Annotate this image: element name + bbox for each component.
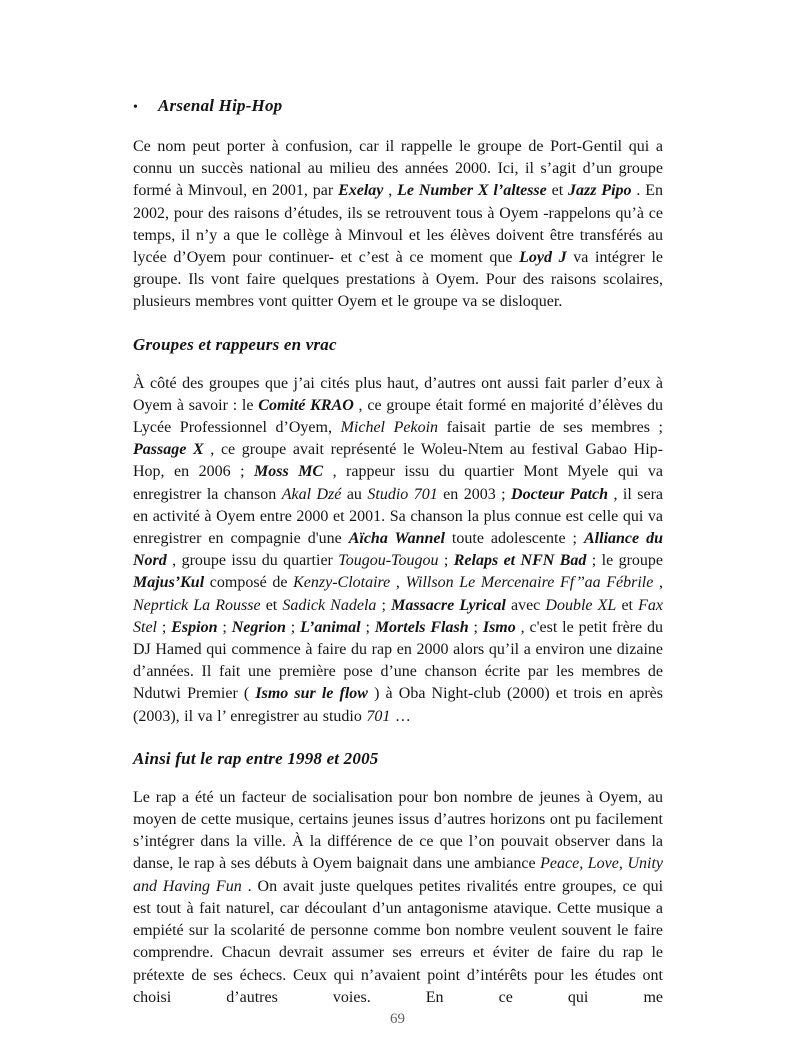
emphasis-bold-italic: Docteur Patch <box>511 485 609 503</box>
text-run: , rappeur issu du quartier Mont Myele qui va enregistrer la chanson <box>133 463 664 503</box>
page-footer <box>0 1010 795 1028</box>
emphasis-italic: Akal Dzé <box>281 485 342 503</box>
text-run: À côté des groupes que j’ai cités plus haut, d’autres ont aussi fait parler d’eux à Oyem à savoir : le <box>133 374 663 414</box>
emphasis-italic: Neprtick La Rousse <box>133 596 261 614</box>
emphasis-bold-italic: Ismo sur le flow <box>255 685 368 703</box>
text-run: , c'est le petit frère du DJ Hamed qui commence à faire du rap en 2000 alors qu’il a environ une dizaine d’années. Il fait une première pose d’une chanson écrite par les membres de Ndutwi Premier ( <box>133 618 663 703</box>
text-run: ; <box>468 618 483 636</box>
text-run: et <box>260 596 283 614</box>
emphasis-bold-italic: Jazz Pipo <box>568 182 632 200</box>
text-run: ; <box>376 596 392 614</box>
emphasis-bold-italic: Loyd J <box>519 249 567 267</box>
emphasis-bold-italic: Moss MC <box>254 463 324 481</box>
text-run: , groupe issu du quartier <box>166 552 339 570</box>
text-run: et <box>616 596 639 614</box>
text-run: . En 2002, pour des raisons d’études, ils se retrouvent tous à Oyem -rappelons qu’à ce temps, il n’y a que le collège à Minvoul et les élèves doivent être transférés au lycée d’Oyem pour continuer- et c’est à ce moment que <box>133 182 664 267</box>
emphasis-italic: Michel Pekoin <box>340 419 439 437</box>
arsenal-hip-hop-heading-text <box>158 95 282 117</box>
emphasis-italic: Studio 701 <box>367 485 438 503</box>
emphasis-bold-italic: Mortels Flash <box>374 618 469 636</box>
emphasis-bold-italic: Alliance du Nord <box>133 530 664 570</box>
page-content <box>133 95 663 1029</box>
emphasis-bold-italic: Groupes et rappeurs en vrac <box>133 334 337 354</box>
text-run: , ce groupe était formé en majorité d’élèves du Lycée Professionnel d’Oyem, <box>133 396 664 437</box>
emphasis-italic: Double XL <box>545 596 617 614</box>
text-run: ; <box>360 618 375 636</box>
ainsi-fut-le-rap-heading <box>133 748 663 770</box>
text-run: ; <box>217 618 232 636</box>
emphasis-bold-italic: Majus’Kul <box>133 574 205 592</box>
text-run: , <box>390 574 406 592</box>
text-run: ) à Oba Night-club (2000) et trois en après (2003), il va l’ enregistrer au studio <box>133 685 664 725</box>
emphasis-bold-italic: Espion <box>171 618 218 636</box>
arsenal-paragraph <box>133 136 663 314</box>
emphasis-italic: Willson Le Mercenaire Ff’’aa Fébrile <box>405 574 654 592</box>
emphasis-bold-italic: Passage X <box>133 441 204 459</box>
emphasis-italic: 701 <box>366 707 391 725</box>
emphasis-italic: Fax Stel <box>133 596 663 636</box>
emphasis-bold-italic: Massacre Lyrical <box>391 596 506 614</box>
emphasis-bold-italic: Relaps et NFN Bad <box>453 552 587 570</box>
text-run: ; le groupe <box>586 552 664 570</box>
emphasis-bold-italic: L’animal <box>300 618 361 636</box>
text-run: va intégrer le groupe. Ils vont faire quelques prestations à Oyem. Pour des raisons scolaires, plusieurs membres vont quitter Oyem et le groupe va se disloquer. <box>133 249 663 311</box>
text-run: , <box>653 574 664 592</box>
emphasis-italic: Kenzy-Clotaire <box>293 574 391 592</box>
text-run: au <box>341 485 368 503</box>
emphasis-bold-italic: Aïcha Wannel <box>348 530 445 548</box>
emphasis-italic: Sadick Nadela <box>282 596 377 614</box>
emphasis-italic: Tougou-Tougou <box>338 552 439 570</box>
emphasis-bold-italic: Ainsi fut le rap entre 1998 et 2005 <box>133 748 379 768</box>
text-run: Le rap a été un facteur de socialisation pour bon nombre de jeunes à Oyem, au moyen de cette musique, certains jeunes issus d’autres horizons ont pu facilement s’intégrer dans la ville. À la différence de ce que l’on pouvait observer dans la danse, le rap à ses débuts à Oyem baignait dans une ambiance <box>133 788 663 873</box>
arsenal-hip-hop-heading <box>133 95 663 119</box>
bullet-marker: • <box>133 100 138 115</box>
groupes-et-rappeurs-paragraph <box>133 373 663 728</box>
emphasis-bold-italic: Arsenal Hip-Hop <box>158 96 283 115</box>
emphasis-bold-italic: Ismo <box>482 618 516 636</box>
text-run: ; <box>438 552 454 570</box>
emphasis-italic: Peace, Love, Unity and Having Fun <box>133 855 663 895</box>
text-run: ; <box>157 618 172 636</box>
emphasis-bold-italic: Negrion <box>231 618 286 636</box>
text-run: , il sera en activité à Oyem entre 2000 et 2001. Sa chanson la plus connue est celle qui va enregistrer en compagnie d'une <box>133 485 664 548</box>
emphasis-bold-italic: Exelay <box>338 182 384 200</box>
groupes-et-rappeurs-heading <box>133 334 663 356</box>
text-run: en 2003 ; <box>437 485 512 503</box>
text-run: … <box>390 707 411 725</box>
text-run: . On avait juste quelques petites rivalités entre groupes, ce qui est tout à fait naturel, car découlant d’un antagonisme atavique. Cette musique a empiété sur la scolarité de personne comme bon nombre veulent souvent le faire comprendre. Chacun devrait assumer ses erreurs et éviter de faire du rap le prétexte de ses échecs. Ceux qui n’avaient point d’intérêts pour les études ont choisi d’autres voies. En ce qui me <box>133 877 664 1006</box>
text-run: , <box>383 182 398 200</box>
text-run: toute adolescente ; <box>444 530 584 548</box>
rap-socialisation-paragraph <box>133 787 663 1009</box>
text-run: , ce groupe avait représenté le Woleu-Ntem au festival Gabao Hip-Hop, en 2006 ; <box>133 441 664 481</box>
text-run: composé de <box>204 574 294 592</box>
text-run: Ce nom peut porter à confusion, car il rappelle le groupe de Port-Gentil qui a connu un succès national au milieu des années 2000. Ici, il s’agit d’un groupe formé à Minvoul, en 2001, par <box>133 138 663 200</box>
emphasis-bold-italic: Comité KRAO <box>258 396 354 414</box>
text-run: faisait partie de ses membres ; <box>438 419 664 437</box>
emphasis-bold-italic: Le Number X l’altesse <box>397 182 547 200</box>
text-run: avec <box>505 596 546 614</box>
page-number: 69 <box>390 1011 405 1027</box>
text-run: ; <box>285 618 301 636</box>
text-run: et <box>546 182 568 200</box>
